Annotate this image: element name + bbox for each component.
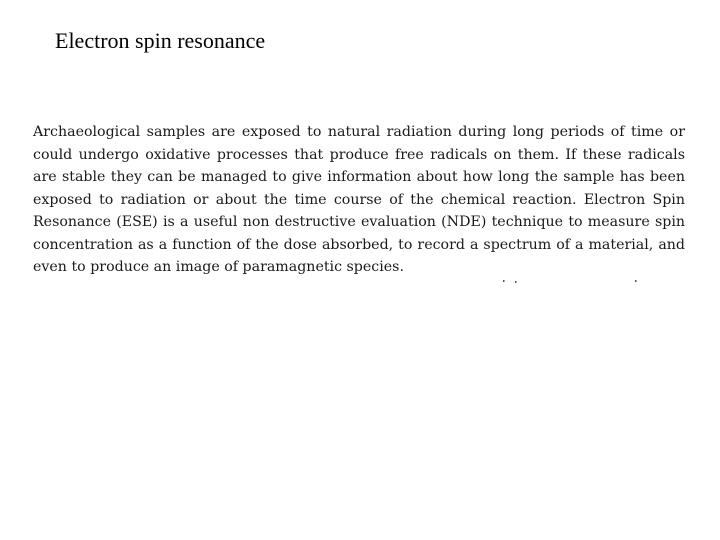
scan-speck (503, 280, 505, 282)
scanned-paragraph: Archaeological samples are exposed to natural radiation during long periods of time or could undergo oxidative processes that produce free radicals on them. If these radicals are stable they can be managed to give information about how long the sample has been exposed to radiation or about the time course of the chemical reaction. Electron Spin Resonance (ESE) is a useful non destructive evaluation (NDE) technique to measure spin concentration as a function of the dose absorbed, to record a spectrum of a material, and even to produce an image of paramagnetic species. (33, 124, 685, 275)
scanned-text-image (33, 121, 688, 291)
scan-speck (635, 280, 637, 282)
scan-speck (515, 281, 517, 283)
slide-title: Electron spin resonance (55, 28, 266, 53)
